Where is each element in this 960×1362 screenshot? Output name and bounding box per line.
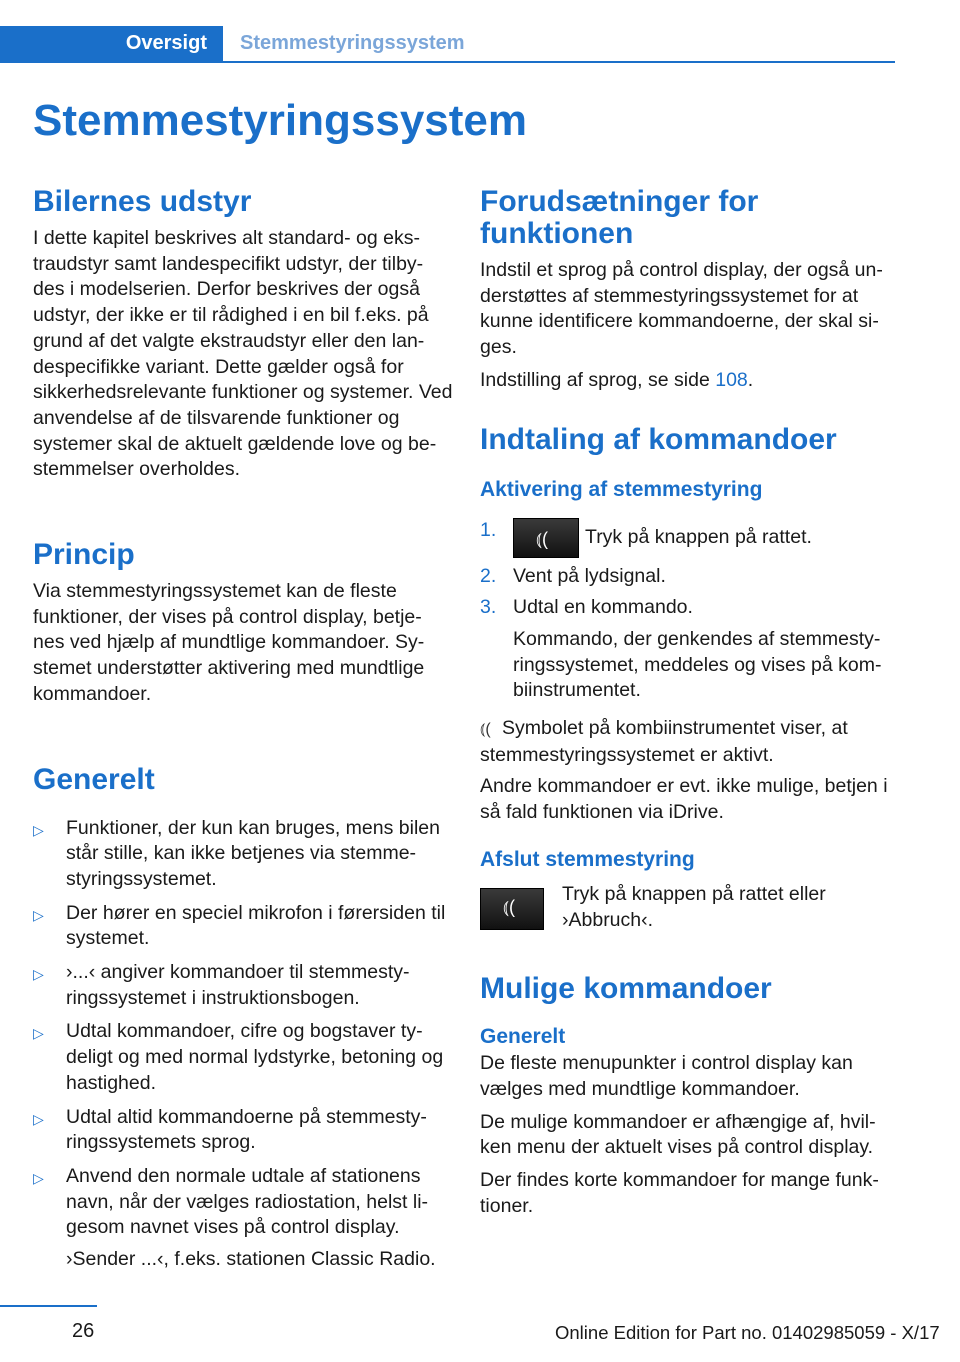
triangle-bullet-icon: ▷: [33, 1110, 44, 1127]
end-instruction: ⦅( Tryk på knappen på rattet eller ›Abbruch‹.: [480, 882, 900, 933]
heading-generelt: Generelt: [33, 762, 155, 796]
paragraph-other-commands: Andre kommandoer er evt. ikke mulige, betjen i så fald funktionen via iDrive.: [480, 775, 888, 824]
paragraph-princip: Via stemmestyringssystemet kan de fleste funktioner, der vises på control display, betje-nes ved hjælp af mundtlige kommandoer. Sy-stemet understøtter aktivering med mundtlige kommandoer.: [33, 580, 425, 705]
step3-note: Kommando, der genkendes af stemmesty-ringssystemet, meddeles og vises på kom-biinstrumentet.: [513, 627, 882, 702]
paragraph-symbol: ⦅( Symbolet på kombiinstrumentet viser, at stemmestyringssystemet er aktivt.: [480, 717, 848, 766]
bullet-extra-example: ›Sender ...‹, f.eks. stationen Classic Radio.: [66, 1248, 436, 1271]
heading-princip: Princip: [33, 538, 135, 572]
header-bar: [0, 26, 895, 63]
paragraph-menupunkter: De fleste menupunkter i control display kan vælges med mundtlige kommandoer.: [480, 1052, 853, 1100]
list-item: 3. Udtal en kommando. Kommando, der genkendes af stemmesty-ringssystemet, meddeles og vises på kom-biinstrumentet.: [480, 595, 900, 704]
list-item: ▷ Anvend den normale udtale af stationens navn, når der vælges radiostation, helst li-gesom navnet vises på control display. ›Sender ...‹, f.eks. stationen Classic Radio.: [33, 1164, 453, 1273]
heading-indtaling: Indtaling af kommandoer: [480, 422, 837, 456]
list-item: ▷ Der hører en speciel mikrofon i førersiden til systemet.: [33, 901, 446, 950]
page-link-108[interactable]: 108: [715, 368, 748, 391]
page-title: Stemmestyringssystem: [33, 96, 528, 145]
heading-mulige-kommandoer: Mulige kommandoer: [480, 972, 772, 1006]
voice-button-image: [513, 518, 579, 558]
list-item: ▷ Udtal kommandoer, cifre og bogstaver ty-deligt og med normal lydstyrke, betoning og hastighed.: [33, 1020, 444, 1094]
triangle-bullet-icon: ▷: [33, 966, 44, 983]
triangle-bullet-icon: ▷: [33, 1169, 44, 1186]
activation-steps: [480, 518, 900, 705]
paragraph-mulige: De mulige kommandoer er afhængige af, hvil-ken menu der aktuelt vises på control display.: [480, 1110, 876, 1159]
triangle-bullet-icon: ▷: [33, 1025, 44, 1042]
voice-symbol-icon: ⦅(: [480, 721, 491, 739]
triangle-bullet-icon: ▷: [33, 821, 44, 838]
left-column: [33, 186, 453, 1281]
voice-command-icon: ⦅(: [536, 528, 548, 549]
page-number: 26: [72, 1320, 95, 1342]
tab-oversigt[interactable]: Oversigt: [0, 26, 223, 61]
footer-line: [0, 1305, 97, 1307]
list-item: ▷ ›...‹ angiver kommandoer til stemmesty-ringssystemet i instruktionsbogen.: [33, 961, 410, 1009]
heading-bilernes-udstyr: Bilernes udstyr: [33, 185, 252, 218]
right-column: [480, 186, 900, 1219]
paragraph-forudsaetninger: Indstil et sprog på control display, der også un-derstøttes af stemmestyringssystemet for at kunne identificere kommandoerne, der skal si-ges.: [480, 259, 883, 359]
list-item: 1. ⦅( Tryk på knappen på rattet.: [480, 518, 900, 558]
heading-forudsaetninger: Forudsætninger for funktionen: [480, 185, 759, 250]
heading-aktivering: Aktivering af stemmestyring: [480, 477, 763, 501]
paragraph-korte: Der findes korte kommandoer for mange funk-tioner.: [480, 1169, 879, 1217]
list-item: ▷ Funktioner, der kun kan bruges, mens bilen står stille, kan ikke betjenes via stemme-styringssystemet.: [33, 816, 440, 890]
triangle-bullet-icon: ▷: [33, 906, 44, 923]
list-item: ▷ Udtal altid kommandoerne på stemmesty-ringssystemets sprog.: [33, 1105, 427, 1154]
paragraph-bilernes-udstyr: I dette kapitel beskrives alt standard- og eks-traudstyr samt landespecifikt udstyr, der tilby-des i modelserien. Derfor beskrives der også udstyr, der ikke er til rådighed i en bil f.eks. på grund af det valgte ekstraudstyr eller den lan-despecifikke variant. Dette gælder også for sikkerhedsrelevante funktioner og systemer. Ved anvendelse af de tilsvarende funktioner og systemer skal de aktuelt gældende love og be-stemmelser overholdes.: [33, 227, 453, 481]
heading-generelt-sub: Generelt: [480, 1025, 566, 1049]
voice-button-image: [480, 888, 544, 930]
footer-edition: Online Edition for Part no. 01402985059 - X/17: [555, 1322, 940, 1343]
tab-stemmestyringssystem[interactable]: Stemmestyringssystem: [240, 32, 465, 54]
generelt-list: [33, 816, 453, 1273]
voice-command-icon: ⦅(: [503, 896, 515, 917]
heading-afslut: Afslut stemmestyring: [480, 847, 695, 871]
paragraph-sprog-ref: Indstilling af sprog, se side 108.: [480, 368, 754, 391]
list-item: 2. Vent på lydsignal.: [480, 564, 666, 587]
